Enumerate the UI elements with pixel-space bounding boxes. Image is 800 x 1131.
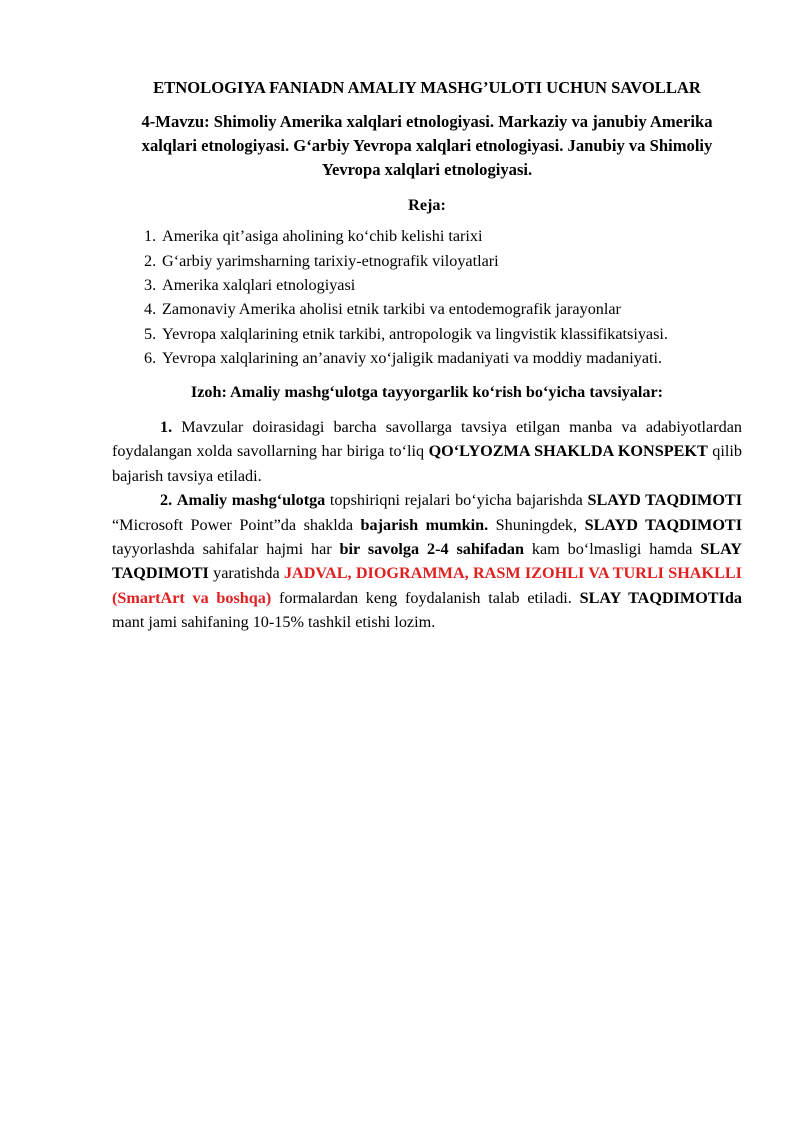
note-text: topshiriqni rejalari bo‘yicha bajarishda (325, 491, 588, 510)
plan-item (112, 249, 742, 273)
plan-item-number: 2. (144, 251, 157, 270)
note-emphasis: Amaliy mashg‘ulotga (176, 491, 326, 510)
plan-item-number: 3. (144, 275, 157, 294)
document-title: ETNOLOGIYA FANIADN AMALIY MASHG’ULOTI UCHUN SAVOLLAR (153, 78, 701, 97)
note-paragraph-2 (112, 488, 742, 634)
plan-item-number: 6. (144, 349, 157, 368)
note-highlight: JADVAL, DIOGRAMMA, RASM IZOHLI VA TURLI SHAKLLI (SmartArt va boshqa) (112, 564, 742, 607)
plan-item-text: G‘arbiy yarimsharning tarixiy-etnografik viloyatlari (162, 251, 499, 270)
note-text: Mavzular doirasidagi barcha savollarga tavsiya etilgan manba va adabiyotlardan foydalangan xolda savollarning har biriga to‘liq (112, 417, 743, 461)
plan-item-number: 1. (144, 227, 157, 246)
plan-list (112, 224, 742, 370)
plan-item-number: 5. (144, 324, 157, 343)
note-emphasis: QO‘LYOZMA SHAKLDA KONSPEKT (428, 442, 708, 461)
note-emphasis: bir savolga 2-4 sahifadan (339, 540, 524, 558)
note-text: yaratishda (208, 564, 284, 583)
plan-item-text: Amerika xalqlari etnologiyasi (162, 275, 356, 294)
topic-heading: 4-Mavzu: Shimoliy Amerika xalqlari etnologiyasi. Markaziy va janubiy Amerika xalqlari etnologiyasi. G‘arbiy Yevropa xalqlari etnologiyasi. Janubiy va Shimoliy Yevropa xalqlari etnologiyasi. (141, 111, 713, 180)
note-emphasis: SLAYD TAQDIMOTI (587, 491, 743, 510)
note-emphasis: SLAYD TAQDIMOTI (584, 515, 743, 534)
note-emphasis: SLAY TAQDIMOTI (112, 540, 742, 583)
note-heading: Izoh: Amaliy mashg‘ulotga tayyorgarlik ko‘rish bo‘yicha tavsiyalar: (190, 382, 664, 401)
note-number: 2. (160, 491, 173, 510)
plan-item-number: 4. (144, 300, 157, 319)
plan-item-text: Yevropa xalqlarining etnik tarkibi, antropologik va lingvistik klassifikatsiyasi. (162, 324, 668, 343)
plan-item (112, 346, 742, 370)
plan-item (112, 297, 742, 321)
note-number: 1. (160, 417, 173, 436)
plan-item (112, 322, 742, 346)
document-page (112, 76, 742, 635)
note-text: qilib bajarish tavsiya etiladi. (112, 442, 742, 485)
plan-item-text: Amerika qit’asiga aholining ko‘chib kelishi tarixi (162, 227, 483, 246)
note-paragraph-1 (112, 415, 742, 488)
note-emphasis: bajarish mumkin. (360, 515, 489, 534)
note-text: tayyorlashda sahifalar hajmi har (112, 540, 340, 558)
plan-heading: Reja: (408, 195, 446, 214)
plan-item (112, 224, 742, 248)
plan-item-text: Zamonaviy Amerika aholisi etnik tarkibi va entodemografik jarayonlar (162, 300, 621, 319)
note-text: formalardan keng foydalanish talab etiladi. (271, 588, 580, 607)
note-text: “Microsoft Power Point”da shaklda (112, 515, 361, 534)
note-text: Shuningdek, (488, 515, 585, 534)
plan-item-text: Yevropa xalqlarining an’anaviy xo‘jaligik madaniyati va moddiy madaniyati. (162, 349, 663, 368)
plan-item (112, 273, 742, 297)
note-text: mant jami sahifaning 10-15% tashkil etishi lozim. (112, 613, 436, 632)
note-emphasis: SLAY TAQDIMOTIda (579, 588, 742, 607)
note-text: kam bo‘lmasligi hamda (523, 540, 701, 558)
